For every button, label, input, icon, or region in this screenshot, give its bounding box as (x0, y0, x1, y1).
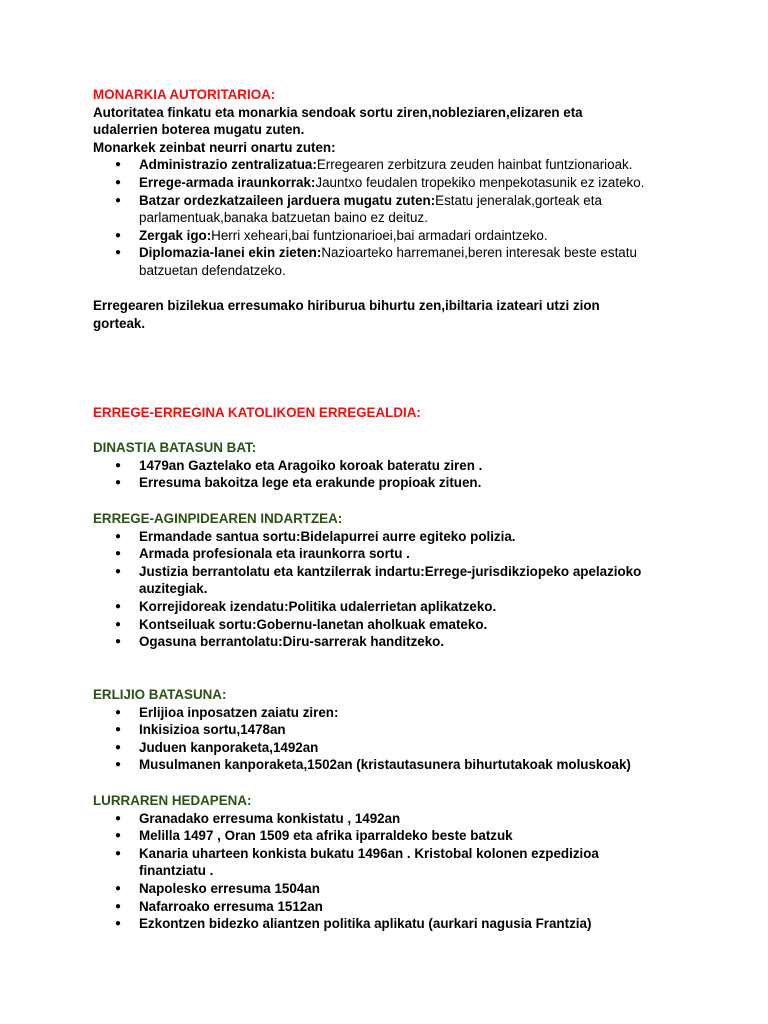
item-text: Herri xeheari,bai funtzionarioei,bai armadari ordaintzeko. (211, 227, 548, 243)
section-katolikoak (93, 404, 683, 422)
list-item (93, 244, 683, 279)
section-heading: MONARKIA AUTORITARIOA: (93, 87, 276, 102)
list-item: ● Inkisizioa sortu,1478an (93, 721, 683, 739)
section-heading: ERREGE-ERREGINA KATOLIKOEN ERREGEALDIA: (93, 405, 421, 420)
list-item: ● Erlijioa inposatzen zaiatu ziren: (93, 704, 683, 722)
list-item: ● Kanaria uharteen konkista bukatu 1496an . Kristobal kolonen ezpedizioa finantziatu . (93, 845, 683, 880)
item-text: Nazioarteko harremanei,beren interesak beste estatu batzuetan defendatzeko. (139, 245, 637, 278)
bullet-list (93, 810, 683, 933)
item-label: Diplomazia-lanei ekin zieten: (139, 245, 322, 261)
item-label: Administrazio zentralizatua: (139, 157, 317, 173)
bullet-list (93, 156, 683, 279)
list-item: ● Granadako erresuma konkistatu , 1492an (93, 810, 683, 828)
intro-text-line: Monarkek zeinbat neurri onartu zuten: (93, 139, 336, 155)
list-item: ● Melilla 1497 , Oran 1509 eta afrika iparraldeko beste batzuk (93, 827, 683, 845)
subsection-lurrak (93, 792, 683, 933)
section-monarkia (93, 86, 683, 332)
list-item: ● Juduen kanporaketa,1492an (93, 739, 683, 757)
list-item: ● Armada profesionala eta iraunkorra sortu . (93, 545, 683, 563)
subsection-erlijio (93, 686, 683, 774)
list-item: ● Ermandade santua sortu:Bidelapurrei aurre egiteko polizia. (93, 528, 683, 546)
list-item: ● Ogasuna berrantolatu:Diru-sarrerak handitzeko. (93, 633, 683, 651)
list-item: ● 1479an Gaztelako eta Aragoiko koroak bateratu ziren . (93, 457, 683, 475)
subsection-heading: ERREGE-AGINPIDEAREN INDARTZEA: (93, 511, 343, 526)
subsection-heading: LURRAREN HEDAPENA: (93, 793, 252, 808)
list-item (93, 174, 683, 192)
subsection-dinastia (93, 439, 683, 492)
list-item (93, 192, 683, 227)
subsection-heading: DINASTIA BATASUN BAT: (93, 440, 257, 455)
bullet-list (93, 528, 683, 651)
intro-text-line: udalerrien boterea mugatu zuten. (93, 122, 305, 138)
item-text: Jauntxo feudalen tropekiko menpekotasunik ez izateko. (315, 174, 645, 190)
list-item (93, 156, 683, 174)
list-item: ● Musulmanen kanporaketa,1502an (kristautasunera bihurtutakoak moluskoak) (93, 756, 759, 774)
list-item (93, 227, 683, 245)
item-text: Estatu jeneralak,gorteak eta parlamentuak,banaka batzuetan baino ez deituz. (139, 192, 602, 226)
bullet-list (93, 704, 683, 774)
item-label: Errege-armada iraunkorrak: (139, 174, 316, 190)
closing-text-line: Erregearen bizilekua erresumako hiriburua bihurtu zen,ibiltaria izateari utzi zion (93, 298, 600, 314)
list-item: ● Nafarroako erresuma 1512an (93, 898, 683, 916)
bullet-list (93, 457, 683, 492)
intro-text-line: Autoritatea finkatu eta monarkia sendoak sortu ziren,nobleziaren,elizaren eta (93, 104, 583, 120)
list-item: ● Ezkontzen bidezko aliantzen politika aplikatu (aurkari nagusia Frantzia) (93, 915, 683, 933)
subsection-aginpidea (93, 510, 683, 651)
list-item: ● Justizia berrantolatu eta kantzilerrak indartu:Errege-jurisdikziopeko apelazioko auzitegiak. (93, 563, 683, 598)
list-item: ● Erresuma bakoitza lege eta erakunde propioak zituen. (93, 474, 683, 492)
closing-text-line: gorteak. (93, 315, 146, 331)
item-label: Zergak igo: (139, 227, 212, 243)
item-label: Batzar ordezkatzaileen jarduera mugatu zuten: (139, 192, 436, 208)
item-text: Erregearen zerbitzura zeuden hainbat funtzionarioak. (316, 157, 633, 173)
subsection-heading: ERLIJIO BATASUNA: (93, 687, 227, 702)
list-item: ● Korrejidoreak izendatu:Politika udalerrietan aplikatzeko. (93, 598, 683, 616)
list-item: ● Kontseiluak sortu:Gobernu-lanetan aholkuak emateko. (93, 616, 683, 634)
list-item: ● Napolesko erresuma 1504an (93, 880, 683, 898)
